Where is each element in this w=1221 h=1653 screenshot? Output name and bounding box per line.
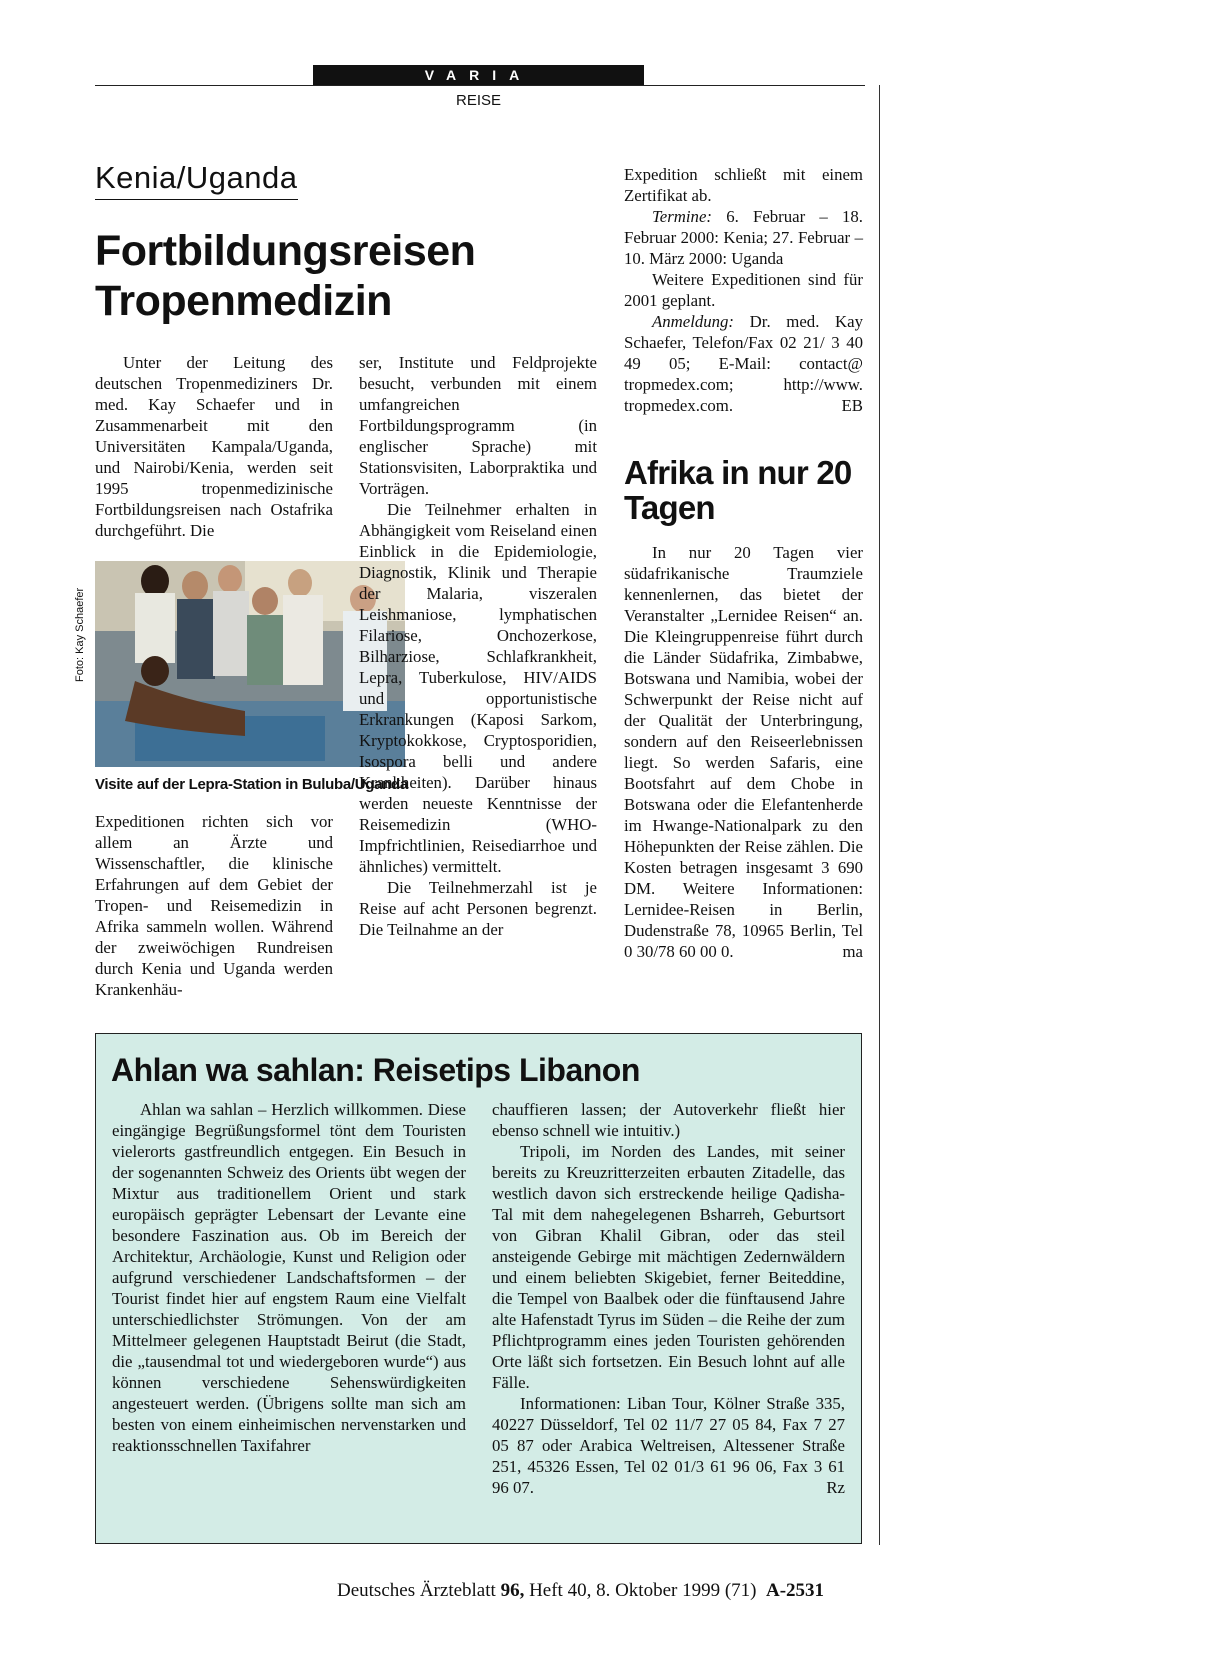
contact-text: Informationen: Liban Tour, Kölner Straße 335, 40227 Düsseldorf, Tel 02 11/7 27 05 84, Fax 7 27 05 87 oder Arabica Weltreisen, Altessener Straße 251, 45326 Essen, Tel 02 01/3 61 96 06, Fax 3 61 96 07.: [492, 1394, 845, 1497]
dates-paragraph: [624, 206, 863, 269]
box-column2: [492, 1099, 845, 1498]
header-rule: [95, 85, 865, 86]
author-signature: EB: [841, 396, 863, 415]
body-paragraph: Expedition schließt mit einem Zertifikat ab.: [624, 165, 863, 205]
page-number: A-2531: [766, 1580, 825, 1601]
body-paragraph: Die Teilnehmerzahl ist je Reise auf acht Personen begrenzt. Die Teilnahme an der: [359, 878, 597, 939]
body-paragraph: chauffieren lassen; der Autoverkehr fließt hier ebenso schnell wie intuitiv.): [492, 1100, 845, 1140]
photo-credit: Foto: Kay Schaefer: [74, 587, 86, 682]
contact-paragraph: [492, 1393, 845, 1498]
article2-body: [624, 542, 863, 962]
article1-column3: [624, 164, 863, 416]
article-headline: [95, 226, 565, 326]
photo-caption: Visite auf der Lepra-Station in Buluba/Uganda: [95, 776, 408, 793]
subsection-label: REISE: [455, 92, 501, 109]
article1-column1-top: [95, 352, 333, 541]
paragraph-start: Die Teilnehmer erhalten in Abhängigkeit vom Reiseland einen Einblick in die Epidemiologie, Diagnostik, Klinik und Therapie der Malaria, viszeralen Leishmaniose, lymphatischen Filariose, Onchozerkose, Bilharziose, Schlafkrankheit, Lepra, Tuberkulose, HIV/AIDS und opportunistische Erkrankungen (Kaposi Sarkom, Kryptokokkose, Cryptosporidien, Isospora belli und andere Krankheiten). Darüber hinaus werden neueste Kenntnisse der Reisemedizin (WHO-Impfrichtlinien, Reisediarrhoe und ähnliches) vermittelt.: [359, 500, 597, 876]
column-rule: [879, 85, 880, 1545]
article-kicker: Kenia/Uganda: [95, 160, 298, 200]
journal-name: Deutsches Ärzteblatt: [337, 1580, 501, 1601]
headline-line-1: Fortbildungsreisen: [95, 227, 476, 275]
body-paragraph: Expeditionen richten sich vor allem an Ärzte und Wissenschaftler, die klinische Erfahrungen auf dem Gebiet der Tropen- und Reisemedizin in Afrika sammeln wollen. Während der zweiwöchigen Rundreisen durch Kenia und Uganda werden Krankenhäu-: [95, 812, 333, 999]
body-paragraph: [359, 499, 597, 877]
box-column1: [112, 1099, 466, 1456]
page-footer: [337, 1580, 824, 1602]
article1-column2: [359, 352, 597, 940]
body-paragraph: Ahlan wa sahlan – Herzlich willkommen. Diese eingängige Begrüßungsformel tönt dem Touristen vielerorts gastfreundlich entgegen. Ein Besuch in der sogenannten Schweiz des Orients übt wegen der Mixtur aus traditionellem Orient und stark europäisch geprägter Lebensart der Levante eine besondere Faszination aus. Ob im Bereich der Architektur, Archäologie, Kunst und Religion oder aufgrund verschiedener Landschaftsformen – der Tourist findet hier auf engstem Raum eine Vielfalt unterschiedlichster Strömungen. Von der am Mittelmeer gelegenen Hauptstadt Beirut (die Stadt, die „tausendmal tot und wiedergeboren wurde“) aus können verschiedene Sehenswürdigkeiten angesteuert werden. (Übrigens sollte man sich am besten von einem einheimischen nervenstarken und reaktionsschnellen Taxifahrer: [112, 1100, 466, 1455]
body-paragraph: [624, 542, 863, 962]
body-paragraph: Tripoli, im Norden des Landes, mit seiner bereits zu Kreuzritterzeiten erbauten Zitadelle, das westlich davon sich erstreckende heilige Qadisha-Tal mit dem nahegelegenen Bsharreh, Geburtsort von Gibran Khalil Gibran, oder das steil ansteigende Gebirge mit mächtigen Zedernwäldern und einem beliebten Skigebiet, ferner Beiteddine, die Tempel von Baalbek oder die fünftausend Jahre alte Hafenstadt Tyrus im Süden – die Reihe der zum Pflichtprogramm eines jeden Touristen gehörenden Orte läßt sich fortsetzen. Ein Besuch lohnt auf alle Fälle.: [492, 1142, 845, 1392]
headline-line-2: Tropenmedizin: [95, 277, 392, 325]
body-paragraph: Unter der Leitung des deutschen Tropenmediziners Dr. med. Kay Schaefer und in Zusammenarbeit mit den Universitäten Kampala/Uganda, und Nairobi/Kenia, werden seit 1995 tropenmedizinische Fortbildungsreisen nach Ostafrika durchgeführt. Die: [95, 353, 333, 540]
volume-number: 96,: [500, 1580, 525, 1601]
registration-paragraph: [624, 311, 863, 416]
registration-text: Dr. med. Kay Schaefer, Telefon/Fax 02 21/ 3 40 49 05; E-Mail: contact@ tropmedex.com; http://www. tropmedex.com.: [624, 312, 863, 415]
box-headline: Ahlan wa sahlan: Reisetips Libanon: [111, 1052, 640, 1088]
author-signature: ma: [842, 942, 863, 961]
section-bar: VARIA: [313, 65, 644, 85]
body-paragraph: ser, Institute und Feldprojekte besucht, verbunden mit einem umfangreichen Fortbildungsprogramm (in englischer Sprache) mit Stationsvisiten, Laborpraktika und Vorträgen.: [359, 353, 597, 498]
article2-headline: Afrika in nur 20 Tagen: [624, 454, 852, 526]
issue-info: Heft 40, 8. Oktober 1999 (71): [524, 1580, 757, 1601]
dates-label: Termine:: [652, 207, 712, 226]
dates-text: 6. Februar – 18. Februar 2000: Kenia; 27. Februar – 10. März 2000: Uganda: [624, 207, 863, 268]
registration-label: Anmeldung:: [652, 312, 735, 331]
body-paragraph: Weitere Expeditionen sind für 2001 geplant.: [624, 270, 863, 310]
article1-column1-bottom: [95, 811, 333, 1000]
body-text: In nur 20 Tagen vier südafrikanische Traumziele kennenlernen, das bietet der Veranstalter „Lernidee Reisen“ an. Die Kleingruppenreise führt durch die Länder Südafrika, Zimbabwe, Botswana und Namibia, wobei der Schwerpunkt der Reise nicht auf der Qualität der Unterbringung, sondern auf den Reiseerlebnissen liegt. So werden Safaris, eine Bootsfahrt auf dem Chobe in Botswana oder die Elefantenherde im Hwange-Nationalpark zu den Höhepunkten der Reise zählen. Die Kosten betragen insgesamt 3 690 DM. Weitere Informationen: Lernidee-Reisen in Berlin, Dudenstraße 78, 10965 Berlin, Tel 0 30/78 60 00 0.: [624, 543, 863, 961]
author-signature: Rz: [826, 1478, 845, 1497]
